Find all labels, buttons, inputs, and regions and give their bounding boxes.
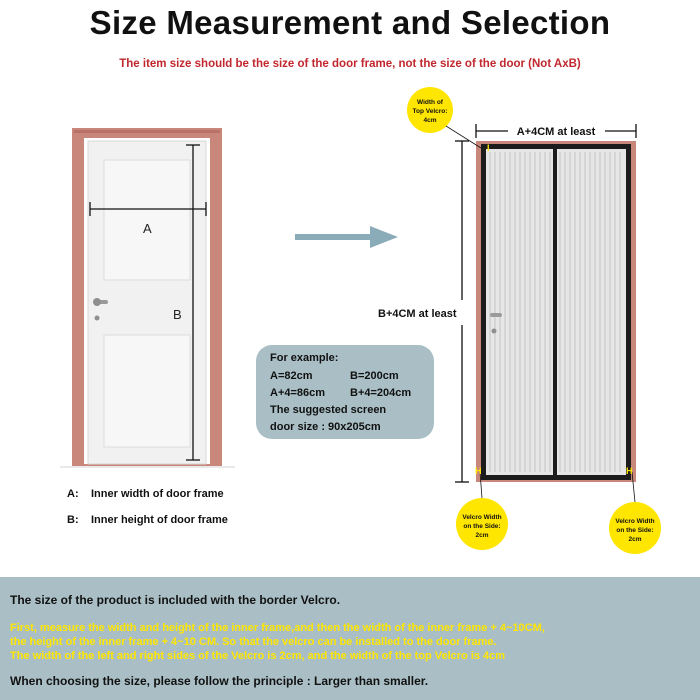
door-label-a: A <box>143 221 152 236</box>
example-size-line: door size : 90x205cm <box>270 421 381 433</box>
width-dimension-label: A+4CM at least <box>516 126 596 138</box>
door-label-b: B <box>173 307 182 322</box>
top-bubble-line3: 4cm <box>423 117 437 124</box>
height-dimension-label: B+4CM at least <box>378 308 457 320</box>
page-subtitle: The item size should be the size of the door frame, not the size of the door (Not AxB) <box>119 58 581 70</box>
info-line-2: the height of the inner frame + 4~10 CM. So that the velcro can be installed to the door frame. <box>10 636 497 648</box>
arrow-right-icon <box>295 226 398 248</box>
example-b-plus: B+4=204cm <box>350 387 412 399</box>
info-line-1: First, measure the width and height of the inner frame,and then the width of the inner frame + 4~10CM, <box>10 622 545 634</box>
example-a-value: A=82cm <box>270 370 313 382</box>
right-bubble-line3: 2cm <box>628 536 642 543</box>
top-velcro-marker: I <box>487 143 490 153</box>
right-bubble-line1: Velcro Width <box>615 518 655 525</box>
screen-door-illustration <box>407 87 661 554</box>
legend-a-text: Inner width of door frame <box>91 488 224 500</box>
top-bubble-line2: Top Velcro: <box>412 108 448 115</box>
info-panel-heading: The size of the product is included with the border Velcro. <box>10 593 341 607</box>
example-suggest-line: The suggested screen <box>270 404 387 416</box>
left-bubble-line1: Velcro Width <box>462 514 502 521</box>
example-heading: For example: <box>270 352 339 364</box>
door-panel-lower <box>104 335 190 447</box>
info-panel-footer: When choosing the size, please follow the principle : Larger than smaller. <box>10 674 429 688</box>
example-box <box>256 345 434 439</box>
right-velcro-marker: H <box>626 466 633 476</box>
example-a-plus: A+4=86cm <box>270 387 326 399</box>
legend-b-key: B: <box>67 514 79 526</box>
left-bubble-line3: 2cm <box>475 532 489 539</box>
door-panel-upper <box>104 160 190 280</box>
top-bubble-line1: Width of <box>417 99 443 106</box>
info-line-3: The width of the left and right sides of the Velcro is 2cm, and the width of the top Velcro is 4cm <box>10 650 506 662</box>
left-velcro-marker: H <box>475 466 482 476</box>
legend-b-text: Inner height of door frame <box>91 514 228 526</box>
legend-a-key: A: <box>67 488 79 500</box>
info-panel <box>0 577 700 700</box>
screen-center-split <box>553 149 557 475</box>
right-bubble-line2: on the Side: <box>616 527 654 534</box>
example-b-value: B=200cm <box>350 370 399 382</box>
door-illustration <box>60 128 235 468</box>
page-title: Size Measurement and Selection <box>89 4 611 41</box>
left-bubble-line2: on the Side: <box>463 523 501 530</box>
